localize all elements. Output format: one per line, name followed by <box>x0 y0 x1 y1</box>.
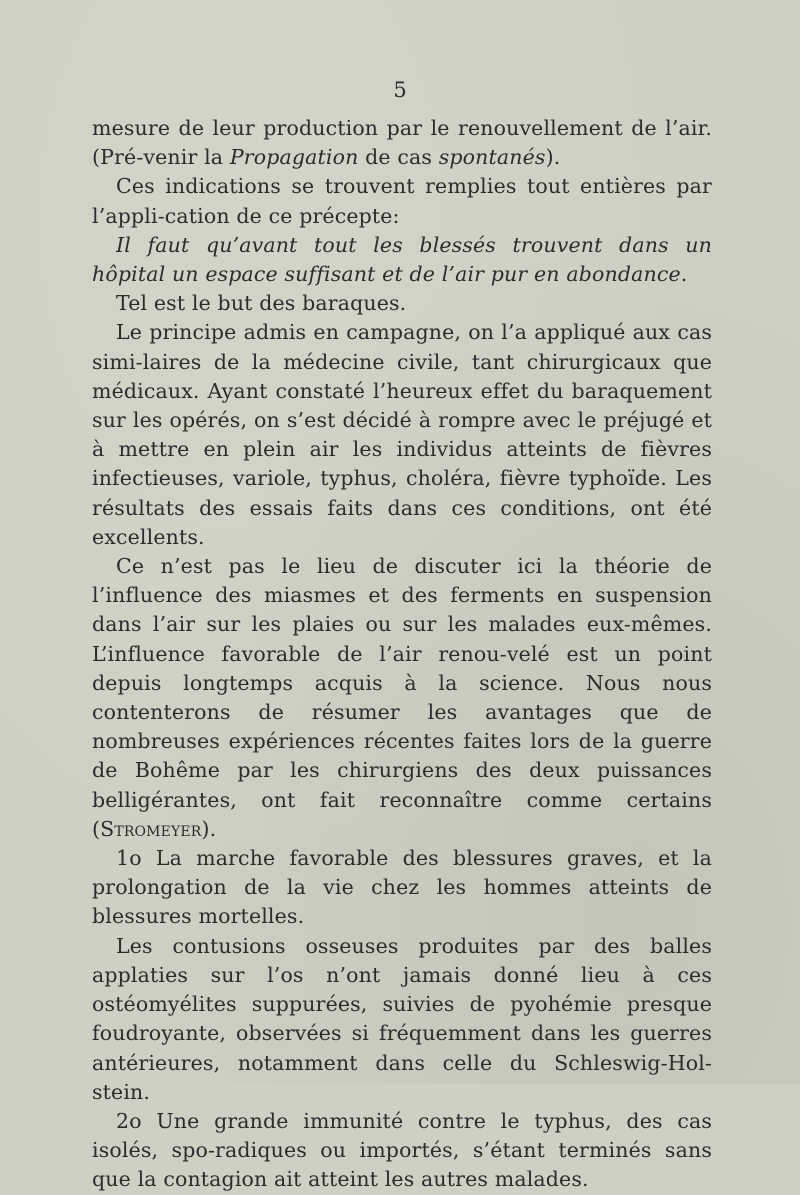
paragraph-text: de cas <box>358 145 439 170</box>
paragraph-continuation <box>92 114 712 172</box>
paragraph: Ces indications se trouvent remplies tout entières par l’appli-cation de ce précepte: <box>92 174 712 228</box>
paragraph-text: ). <box>545 145 561 170</box>
precept-italic <box>92 231 712 289</box>
author-name: Stromeyer <box>100 816 202 841</box>
paragraph-text: Ce n’est pas le lieu de discuter ici la théorie de l’influence des miasmes et des ferments en suspension dans l’air sur les plaies ou sur les malades eux-mêmes. L’influence favorable de l’air renou-velé est un point depuis longtemps acquis à la science. Nous nous contenterons de résumer les avantages que de nombreuses expériences récentes faites lors de la guerre de Bohême par les chirurgiens des deux puissances belligérantes, ont fait reconnaître comme certains ( <box>92 554 712 841</box>
numbered-point-1: 1o La marche favorable des blessures graves, et la prolongation de la vie chez les hommes atteints de blessures mortelles. <box>92 846 712 929</box>
body-text <box>92 114 712 1195</box>
italic-term: Propagation <box>229 145 359 170</box>
paragraph: Le principe admis en campagne, on l’a appliqué aux cas simi-laires de la médecine civile, tant chirurgicaux que médicaux. Ayant constaté l’heureux effet du baraquement sur les opérés, on s’est décidé à rompre avec le préjugé et à mettre en plein air les individus atteints de fièvres infectieuses, variole, typhus, choléra, fièvre typhoïde. Les résultats des essais faits dans ces conditions, ont été excellents. <box>92 320 712 549</box>
paragraph <box>92 552 712 844</box>
page-number: 5 <box>393 78 407 102</box>
paragraph-text: ). <box>201 816 217 841</box>
precept-text: Il faut qu’avant tout les blessés trouvent dans un hôpital un espace suffisant et de l’air pur en abondance. <box>92 232 712 287</box>
paragraph: Tel est le but des baraques. <box>116 291 407 316</box>
paragraph-text: mesure de leur production par le renouvellement de l’air. (Pré-venir la <box>92 116 712 170</box>
numbered-point-2: 2o Une grande immunité contre le typhus, des cas isolés, spo-radiques ou importés, s’étant terminés sans que la contagion ait atteint les autres malades. <box>92 1108 712 1192</box>
paragraph: Les contusions osseuses produites par des balles applaties sur l’os n’ont jamais donné lieu à ces ostéomyélites suppurées, suivies de pyohémie presque foudroyante, observées si fréquemment dans les guerres antérieures, notamment dans celle du Schleswig-Hol-stein. <box>92 933 712 1104</box>
italic-term: spontanés <box>438 145 546 170</box>
